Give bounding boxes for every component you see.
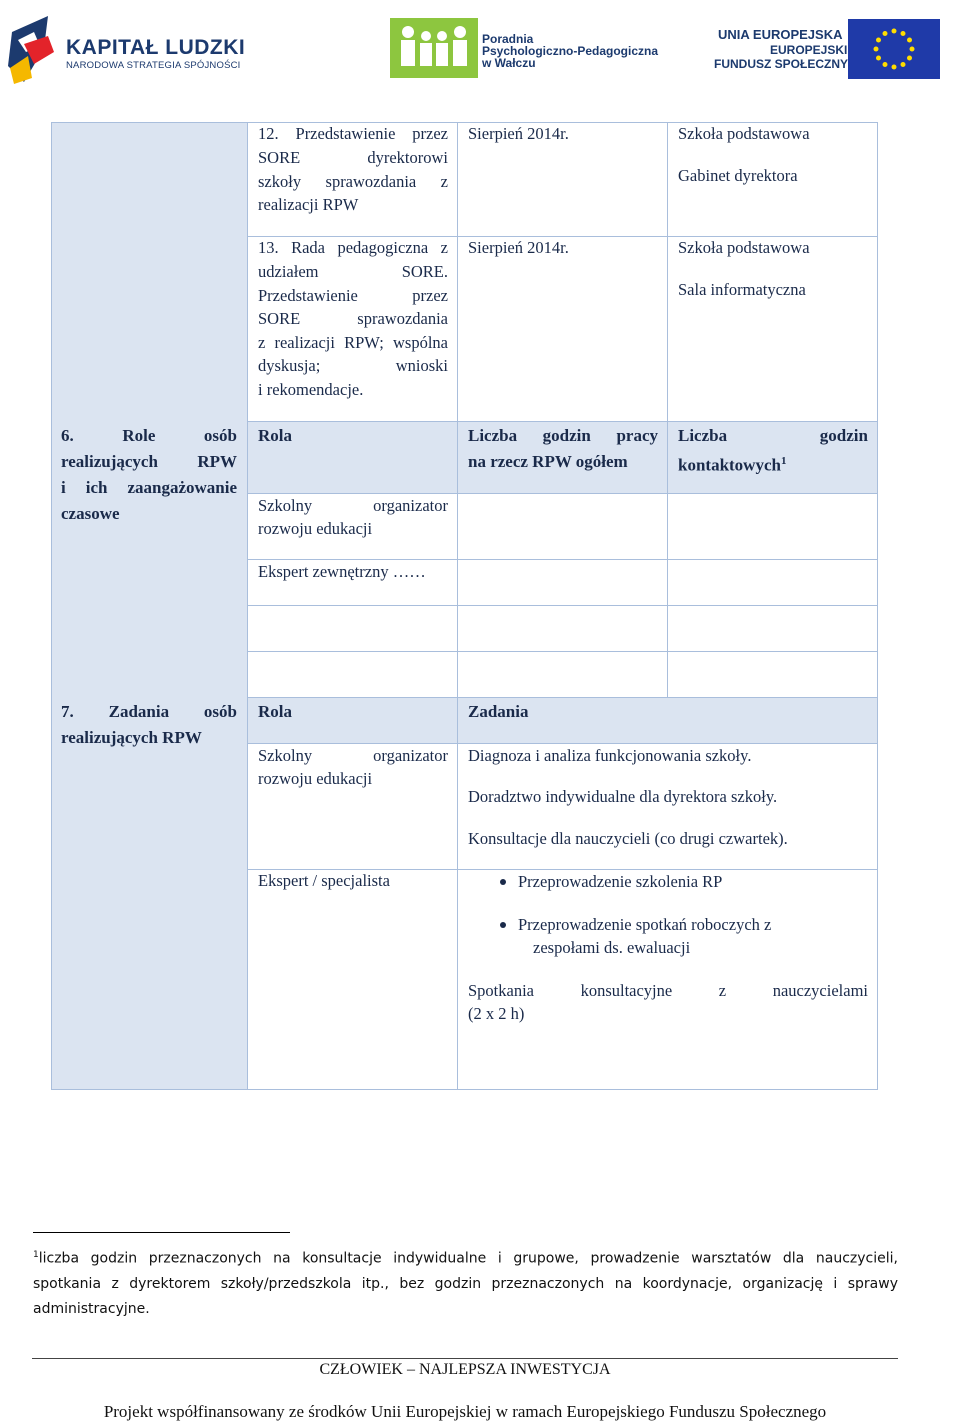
section-6-label-line-4: czasowe <box>61 504 120 523</box>
row-13-task-line-1: 13. Rada pedagogiczna z <box>258 238 448 257</box>
kapital-ludzki-title: KAPITAŁ LUDZKI <box>66 36 246 59</box>
eu-fund-line2: FUNDUSZ SPOŁECZNY <box>714 57 849 71</box>
eu-title: UNIA EUROPEJSKA <box>718 27 843 42</box>
row-12-task-line-3: szkoły sprawozdania z <box>258 172 448 191</box>
footer-project: Projekt współfinansowany ze środków Unii Europejskiej w ramach Europejskiego Funduszu Społecznego <box>103 1402 827 1421</box>
family-figures-icon <box>390 18 478 78</box>
section-6-role1-line-1: Szkolny organizator <box>258 496 448 515</box>
section-7-role-header: Rola <box>258 702 292 721</box>
section-6-empty-row-2-a <box>247 651 458 698</box>
section-7-role2-bullet-1: Przeprowadzenie szkolenia RP <box>518 870 722 894</box>
section-7-role2: Ekspert / specjalista <box>258 871 390 890</box>
section-6-empty-row-1-b <box>457 605 668 652</box>
section-6-contact-header-line-2 <box>678 450 786 477</box>
footnote-line-3: administracyjne. <box>33 1300 150 1317</box>
row-13-task-line-7: i rekomendacje. <box>258 380 364 399</box>
section-6-role-header: Rola <box>258 426 292 445</box>
footnote-separator <box>33 1232 290 1233</box>
section-6-empty-row-2-c <box>667 651 878 698</box>
section-7-role2-bullet-2: Przeprowadzenie spotkań roboczych z <box>518 913 771 937</box>
row-12-place-line-1: Szkoła podstawowa <box>678 124 810 143</box>
row-12-task-line-4: realizacji RPW <box>258 195 359 214</box>
kapital-ludzki-subtitle: NARODOWA STRATEGIA SPÓJNOŚCI <box>66 60 241 71</box>
footnote <box>33 1243 898 1322</box>
section-7-tasks-header: Zadania <box>468 702 529 721</box>
section-6-role1-hours-cell <box>457 493 668 560</box>
section-6-label-line-3: i ich zaangażowanie <box>61 478 237 497</box>
footnote-number: 1 <box>33 1250 39 1260</box>
row-12-date: Sierpień 2014r. <box>468 124 569 143</box>
poradnia-line-3: w Wałczu <box>482 56 536 70</box>
footnote-ref-1: 1 <box>780 455 787 467</box>
row-13-task-line-2: udziałem SORE. <box>258 262 448 281</box>
poradnia-logo <box>390 18 478 78</box>
footer-separator <box>32 1358 898 1359</box>
row-12-task-line-2: SORE dyrektorowi <box>258 148 448 167</box>
eu-fund-line1: EUROPEJSKI <box>770 43 848 57</box>
section-6-role2: Ekspert zewnętrzny …… <box>258 562 426 581</box>
section-6-role1-contact-cell <box>667 493 878 560</box>
row-13-place-line-1: Szkoła podstawowa <box>678 238 810 257</box>
section-6-contact-header-text: kontaktowych <box>678 455 781 475</box>
row-12-task-line-1: 12. Przedstawienie przez <box>258 124 448 143</box>
eu-flag-icon <box>848 19 940 79</box>
row-13-task-line-4: SORE sprawozdania <box>258 309 448 328</box>
row-13-place-line-2: Sala informatyczna <box>678 280 806 299</box>
section-6-contact-header-line-1: Liczba godzin <box>678 426 868 445</box>
footnote-line-1 <box>33 1243 898 1272</box>
section-6-label-line-2: realizujących RPW <box>61 452 237 471</box>
section-7-role1-line-1: Szkolny organizator <box>258 746 448 765</box>
row-13-task-line-5: z realizacji RPW; wspólna <box>258 333 448 352</box>
kapital-ludzki-logo <box>4 12 64 90</box>
section-6-empty-row-1-a <box>247 605 458 652</box>
section-6-hours-header-line-1: Liczba godzin pracy <box>468 426 658 445</box>
section-7-label-line-2: realizujących RPW <box>61 728 202 747</box>
section-7-role2-cell <box>247 869 458 1090</box>
row-13-place-cell <box>667 236 878 422</box>
label-column <box>51 122 248 1090</box>
row-13-date-cell <box>457 236 668 422</box>
row-13-task-line-6: dyskusja; wnioski <box>258 356 448 375</box>
section-6-label-line-1: 6. Role osób <box>61 426 237 445</box>
row-12-place-line-2: Gabinet dyrektora <box>678 166 798 185</box>
section-7-role1-task-3: Konsultacje dla nauczycieli (co drugi czwartek). <box>468 829 788 848</box>
section-6-role2-hours-cell <box>457 559 668 606</box>
poradnia-name <box>482 33 658 69</box>
section-7-role1-task-2: Doradztwo indywidualne dla dyrektora szkoły. <box>468 787 778 806</box>
section-7-role1-line-2: rozwoju edukacji <box>258 769 373 788</box>
footnote-line-2: spotkania z dyrektorem szkoły/przedszkola itp., bez godzin przeznaczonych na koordynacje, organizację i sprawy <box>33 1275 898 1292</box>
footer-slogan: CZŁOWIEK – NAJLEPSZA INWESTYCJA <box>319 1361 611 1378</box>
section-6-role2-contact-cell <box>667 559 878 606</box>
section-6-empty-row-2-b <box>457 651 668 698</box>
poradnia-line-2: Psychologiczno-Pedagogiczna <box>482 44 659 58</box>
kapital-ludzki-star-icon <box>4 12 64 90</box>
section-7-role2-meeting-line-1: Spotkania konsultacyjne z nauczycielami <box>468 981 868 1000</box>
section-7-label-line-1: 7. Zadania osób <box>61 702 237 721</box>
row-13-task-line-3: Przedstawienie przez <box>258 286 448 305</box>
section-7-role2-meeting-line-2: (2 x 2 h) <box>468 1004 525 1023</box>
section-6-hours-header-line-2: na rzecz RPW ogółem <box>468 452 628 471</box>
section-7-role2-bullet-2-cont: zespołami ds. ewaluacji <box>533 938 691 957</box>
section-7-role1-task-1: Diagnoza i analiza funkcjonowania szkoły. <box>468 746 752 765</box>
row-13-date: Sierpień 2014r. <box>468 238 569 257</box>
section-6-role1-line-2: rozwoju edukacji <box>258 519 373 538</box>
section-6-empty-row-1-c <box>667 605 878 652</box>
poradnia-line-1: Poradnia <box>482 32 534 46</box>
footnote-text-1: liczba godzin przeznaczonych na konsultacje indywidualne i grupowe, prowadzenie warsztatów dla nauczycieli, <box>38 1250 898 1267</box>
